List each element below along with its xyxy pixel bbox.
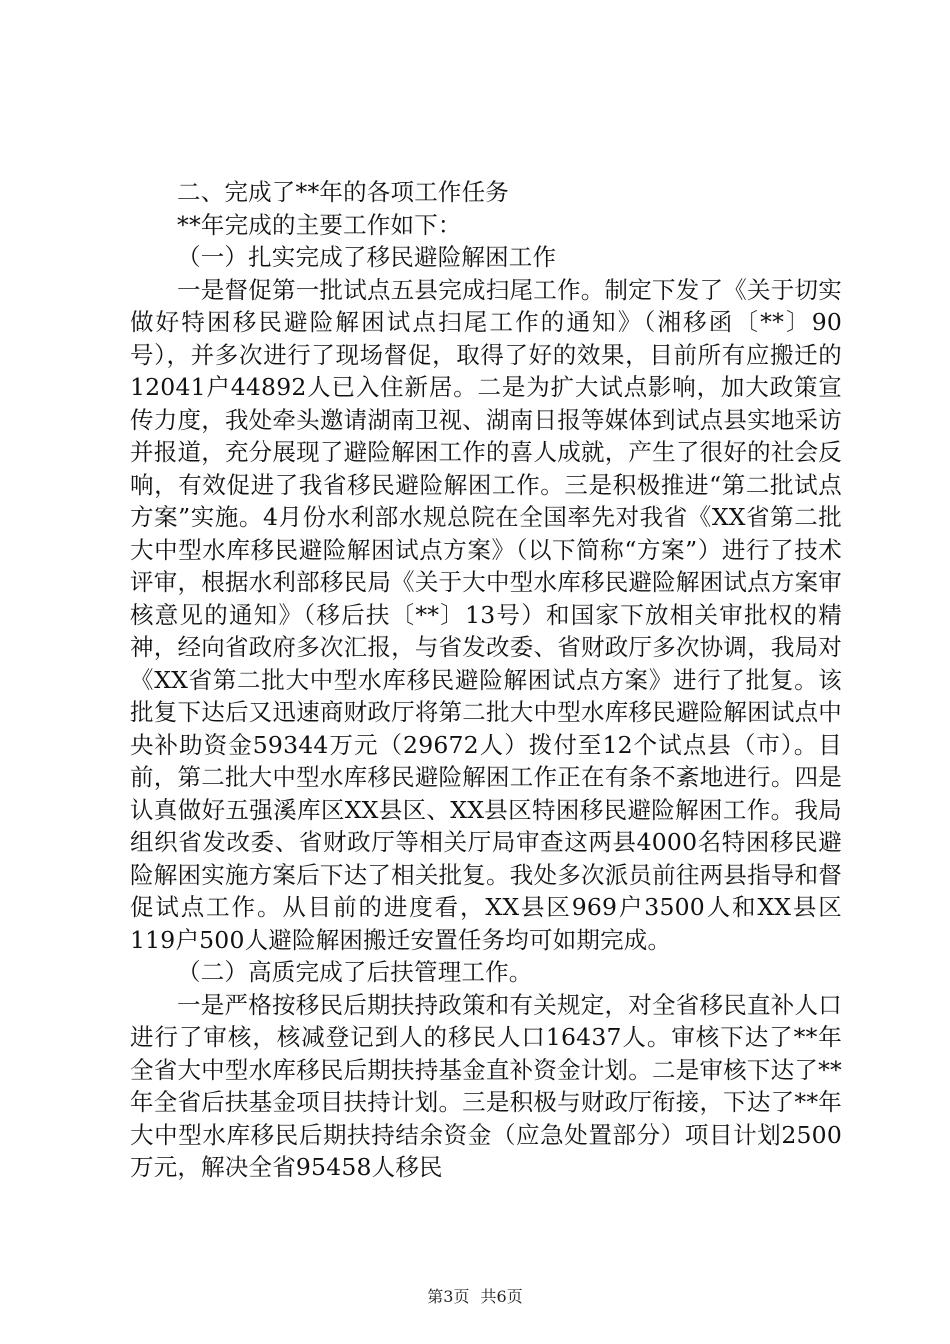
page-number: 第3页 [427, 1287, 470, 1306]
section-heading: 二、完成了**年的各项工作任务 [177, 178, 509, 206]
paragraph-support-management: 一是严格按移民后期扶持政策和有关规定，对全省移民直补人口进行了审核，核减登记到人的移民人口16437人。审核下达了**年全省大中型水库移民后期扶持基金直补资金计划。二是审核下达了**年全省后扶基金项目扶持计划。三是积极与财政厅衔接，下达了**年大中型水库移民后期扶持结余资金（应急处置部分）项目计划2500万元，解决全省95458人移民 [130, 990, 842, 1181]
intro-line: **年完成的主要工作如下： [177, 210, 462, 239]
subsection-heading-1: （一）扎实完成了移民避险解困工作 [177, 243, 557, 271]
document-body [130, 176, 842, 1184]
paragraph-relocation-work: 一是督促第一批试点五县完成扫尾工作。制定下发了《关于切实做好特困移民避险解困试点扫尾工作的通知》（湘移函〔**〕90号），并多次进行了现场督促，取得了好的效果，目前所有应搬迁的12041户44892人已入住新居。二是为扩大试点影响，加大政策宣传力度，我处牵头邀请湖南卫视、湖南日报等媒体到试点县实地采访并报道，充分展现了避险解困工作的喜人成就，产生了很好的社会反响，有效促进了我省移民避险解困工作。三是积极推进“第二批试点方案”实施。4月份水利部水规总院在全国率先对我省《XX省第二批大中型水库移民避险解困试点方案》（以下简称“方案”）进行了技术评审，根据水利部移民局《关于大中型水库移民避险解困试点方案审核意见的通知》（移后扶〔**〕13号）和国家下放相关审批权的精神，经向省政府多次汇报，与省发改委、省财政厅多次协调，我局对《XX省第二批大中型水库移民避险解困试点方案》进行了批复。该批复下达后又迅速商财政厅将第二批大中型水库移民避险解困试点中央补助资金59344万元（29672人）拨付至12个试点县（市）。目前，第二批大中型水库移民避险解困工作正在有条不紊地进行。四是认真做好五强溪库区XX县区、XX县区特困移民避险解困工作。我局组织省发改委、省财政厅等相关厅局审查这两县4000名特困移民避险解困实施方案后下达了相关批复。我处多次派员前往两县指导和督促试点工作。从目前的进度看，XX县区969户3500人和XX县区119户500人避险解困搬迁安置任务均可如期完成。 [130, 275, 842, 954]
subsection-heading-2: （二）高质完成了后扶管理工作。 [177, 958, 533, 986]
page-total: 共6页 [480, 1287, 523, 1306]
page-footer [0, 1284, 950, 1307]
